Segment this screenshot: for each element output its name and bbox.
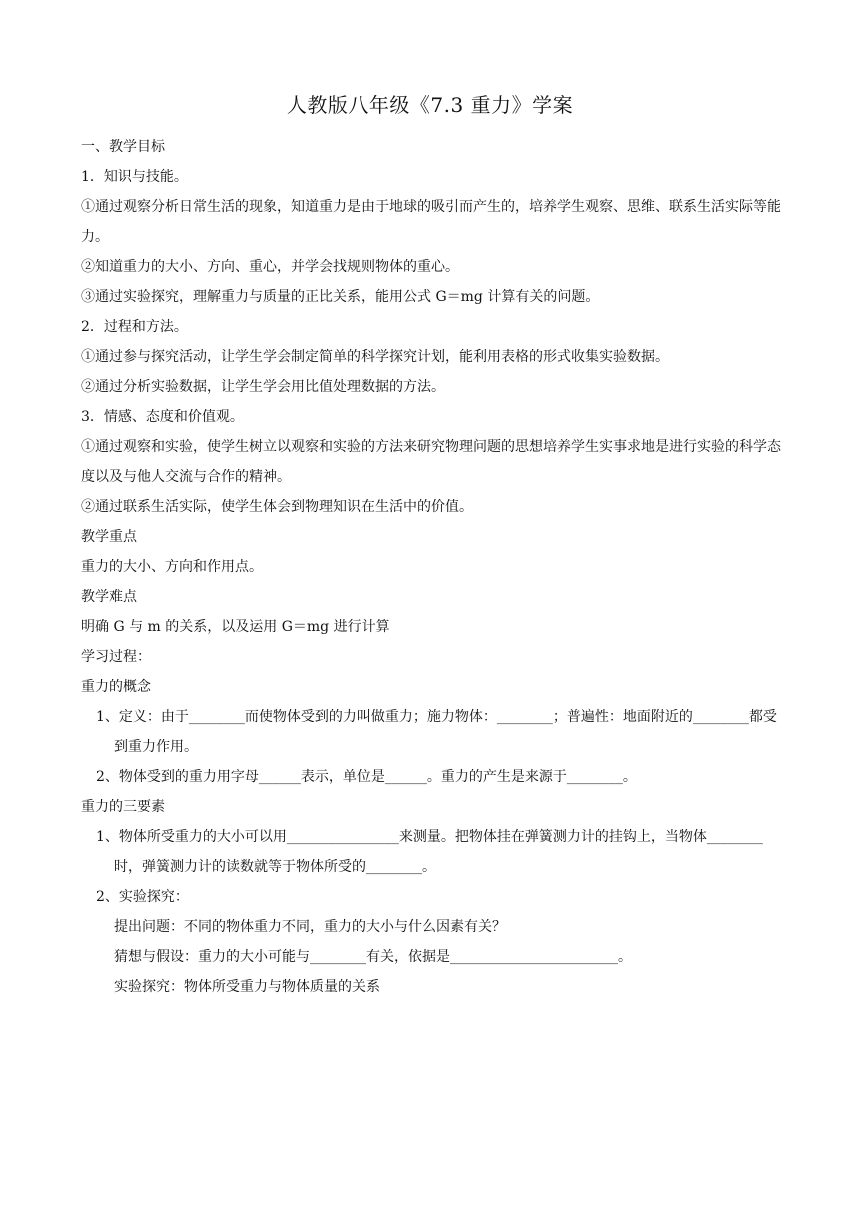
document-line: 1、物体所受重力的大小可以用________________来测量。把物体挂在弹簧测力计的挂钩上，当物体________时，弹簧测力计的读数就等于物体所受的________。 bbox=[96, 829, 763, 875]
document-line: ①通过观察分析日常生活的现象，知道重力是由于地球的吸引而产生的，培养学生观察、思维、联系生活实际等能力。 bbox=[81, 199, 781, 245]
document-line: 教学重点 bbox=[81, 529, 137, 545]
document-line: 2、物体受到的重力用字母______表示，单位是______。重力的产生是来源于________。 bbox=[96, 769, 637, 785]
document-line: 一、教学目标 bbox=[81, 139, 165, 155]
document-line: 3．情感、态度和价值观。 bbox=[81, 409, 244, 425]
document-line: 2、实验探究： bbox=[96, 889, 189, 905]
document-title: 人教版八年级《7.3 重力》学案 bbox=[286, 93, 574, 117]
document-line: 实验探究：物体所受重力与物体质量的关系 bbox=[114, 979, 380, 995]
document-line: 提出问题：不同的物体重力不同，重力的大小与什么因素有关？ bbox=[114, 919, 506, 935]
document-line: 学习过程： bbox=[81, 649, 151, 665]
document-line: ①通过观察和实验，使学生树立以观察和实验的方法来研究物理问题的思想培养学生实事求地是进行实验的科学态度以及与他人交流与合作的精神。 bbox=[81, 439, 781, 485]
document-line: 重力的概念 bbox=[81, 679, 151, 695]
document-body bbox=[81, 132, 786, 1002]
document-line: 1．知识与技能。 bbox=[81, 169, 188, 185]
document-line: 教学难点 bbox=[81, 589, 137, 605]
document-line: 重力的三要素 bbox=[81, 799, 165, 815]
document-line: ③通过实验探究，理解重力与质量的正比关系，能用公式 G＝mg 计算有关的问题。 bbox=[81, 289, 600, 305]
document-line: 重力的大小、方向和作用点。 bbox=[81, 559, 263, 575]
document-line: 1、定义：由于________而使物体受到的力叫做重力；施力物体：________；普遍性：地面附近的________都受到重力作用。 bbox=[96, 709, 777, 755]
document-line: ①通过参与探究活动，让学生学会制定简单的科学探究计划，能利用表格的形式收集实验数据。 bbox=[81, 349, 669, 365]
document-line: 猜想与假设：重力的大小可能与________有关，依据是________________________。 bbox=[114, 949, 632, 965]
document-line: ②通过分析实验数据，让学生学会用比值处理数据的方法。 bbox=[81, 379, 445, 395]
document-line: ②通过联系生活实际，使学生体会到物理知识在生活中的价值。 bbox=[81, 499, 473, 515]
document-line: 明确 G 与 m 的关系，以及运用 G＝mg 进行计算 bbox=[81, 619, 390, 635]
document-line: ②知道重力的大小、方向、重心，并学会找规则物体的重心。 bbox=[81, 259, 459, 275]
document-line: 2．过程和方法。 bbox=[81, 319, 188, 335]
